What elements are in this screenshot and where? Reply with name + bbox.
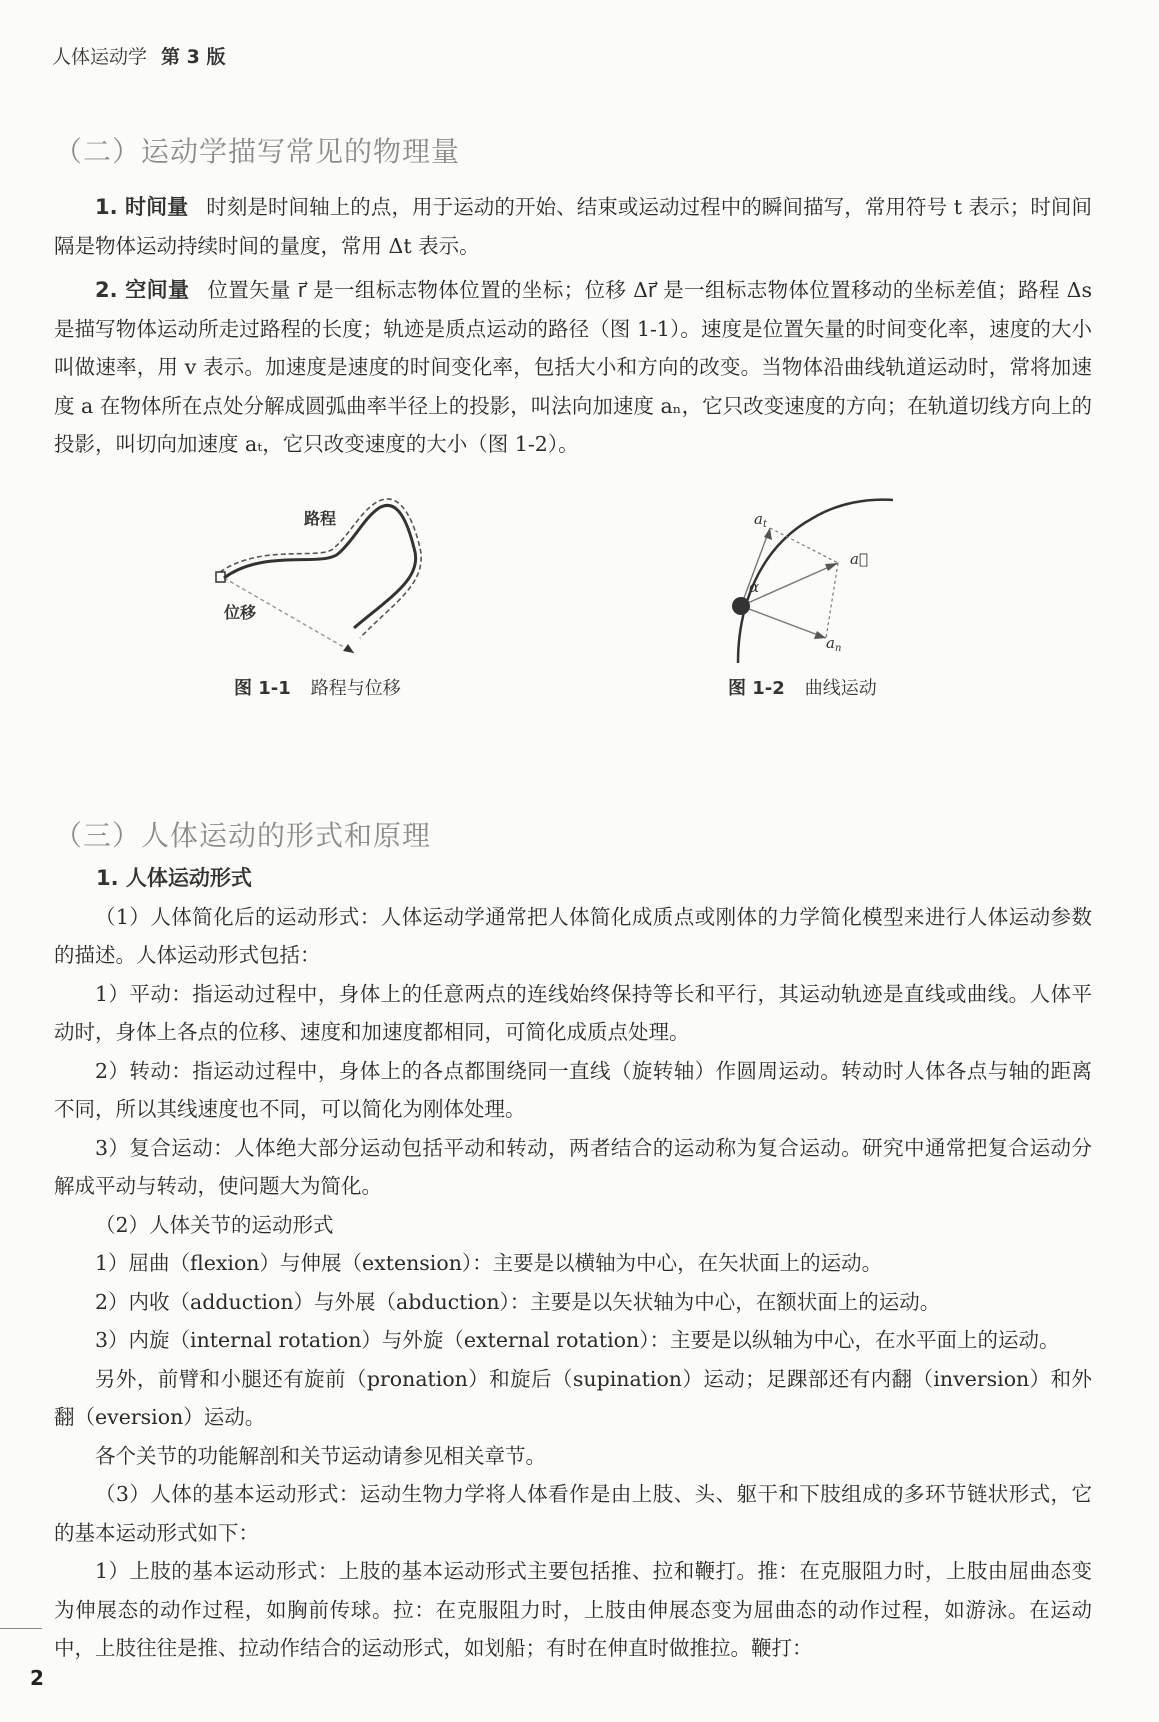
paragraph: 各个关节的功能解剖和关节运动请参见相关章节。	[95, 1443, 546, 1468]
edition: 第 3 版	[161, 46, 226, 68]
point-mass	[732, 597, 750, 615]
footnote-rule	[0, 1628, 42, 1629]
lead-time: 1. 时间量	[95, 195, 189, 219]
caption-text-1-2: 曲线运动	[804, 677, 877, 699]
running-head	[52, 42, 225, 69]
figures	[54, 488, 1092, 788]
page-number: 2	[30, 1666, 44, 1690]
text-time: 时刻是时间轴上的点，用于运动的开始、结束或运动过程中的瞬间描写，常用符号 t 表示；时间间隔是物体运动持续时间的量度，常用 Δt 表示。	[54, 195, 1092, 258]
normal-vector	[741, 606, 826, 638]
figure-1-2	[728, 488, 898, 699]
section-heading-2: （二）运动学描写常见的物理量	[54, 135, 461, 168]
caption-num-1-2: 图 1-2	[728, 677, 785, 699]
paragraph: 1）上肢的基本运动形式：上肢的基本运动形式主要包括推、拉和鞭打。推：在克服阻力时，上肢由屈曲态变为伸展态的动作过程，如胸前传球。拉：在克服阻力时，上肢由伸展态变为屈曲态的动作过程，如游泳。在运动中，上肢往往是推、拉动作结合的运动形式，如划船；有时在伸直时做推拉。鞭打：	[54, 1559, 1092, 1660]
curvilinear-motion-diagram	[728, 488, 898, 668]
paragraph-time	[54, 188, 1092, 265]
paragraph: （3）人体的基本运动形式：运动生物力学将人体看作是由上肢、头、躯干和下肢组成的多环节链状形式，它的基本运动形式如下：	[54, 1482, 1092, 1545]
label-a: a⃗	[850, 549, 868, 568]
paragraph: 2）转动：指运动过程中，身体上的各点都围绕同一直线（旋转轴）作圆周运动。转动时人体各点与轴的距离不同，所以其线速度也不同，可以简化为刚体处理。	[54, 1058, 1092, 1121]
book-title: 人体运动学	[52, 46, 148, 68]
path-displacement-diagram	[204, 488, 464, 678]
label-path: 路程	[304, 508, 337, 528]
caption-text-1-1: 路程与位移	[310, 677, 401, 699]
lead-space: 2. 空间量	[95, 278, 190, 302]
paragraph: 另外，前臂和小腿还有旋前（pronation）和旋后（supination）运动；足踝部还有内翻（inversion）和外翻（eversion）运动。	[54, 1366, 1092, 1429]
caption-num-1-1: 图 1-1	[234, 677, 291, 699]
paragraph: （2）人体关节的运动形式	[95, 1212, 334, 1237]
paragraph: 2）内收（adduction）与外展（abduction）：主要是以矢状轴为中心，在额状面上的运动。	[95, 1289, 941, 1314]
displacement-arrowhead	[343, 644, 354, 653]
paragraph: 1）屈曲（flexion）与伸展（extension）：主要是以横轴为中心，在矢状面上的运动。	[95, 1251, 883, 1275]
label-an: $a_n$	[826, 633, 842, 654]
paragraph: （1）人体简化后的运动形式：人体运动学通常把人体简化成质点或刚体的力学简化模型来进行人体运动参数的描述。人体运动形式包括：	[54, 904, 1092, 967]
paragraph: 3）内旋（internal rotation）与外旋（external rotation）：主要是以纵轴为中心，在水平面上的运动。	[95, 1328, 1060, 1352]
section-heading-3: （三）人体运动的形式和原理	[54, 818, 432, 852]
label-displacement: 位移	[224, 602, 257, 622]
caption-1-2	[728, 674, 877, 700]
subheading-motion-forms: 1. 人体运动形式	[96, 865, 252, 890]
paragraph: 3）复合运动：人体绝大部分运动包括平动和转动，两者结合的运动称为复合运动。研究中通常把复合运动分解成平动与转动，使问题大为简化。	[54, 1135, 1092, 1198]
paragraph-space	[54, 271, 1092, 464]
paragraph: 1）平动：指运动过程中，身体上的任意两点的连线始终保持等长和平行，其运动轨迹是直线或曲线。人体平动时，身体上各点的位移、速度和加速度都相同，可简化成质点处理。	[54, 981, 1092, 1044]
label-at: $a_t$	[754, 509, 767, 530]
page-content	[54, 130, 1092, 1668]
text-space: 位置矢量 r⃗ 是一组标志物体位置的坐标；位移 Δr⃗ 是一组标志物体位置移动的坐标差值；路程 Δs 是描写物体运动所走过路程的长度；轨迹是质点运动的路径（图 1-1）。速度是位置矢量的时间变化率，速度的大小叫做速率，用 v 表示。加速度是速度的时间变化率，包括大小和方向的改变。当物体沿曲线轨道运动时，常将加速度 a 在物体所在点处分解成圆弧曲率半径上的投影，叫法向加速度 aₙ，它只改变速度的方向；在轨道切线方向上的投影，叫切向加速度 aₜ，它只改变速度的大小（图 1-2）。	[54, 278, 1092, 456]
label-alpha: α	[749, 577, 760, 596]
figure-1-1	[204, 488, 464, 699]
caption-1-1	[234, 674, 401, 700]
